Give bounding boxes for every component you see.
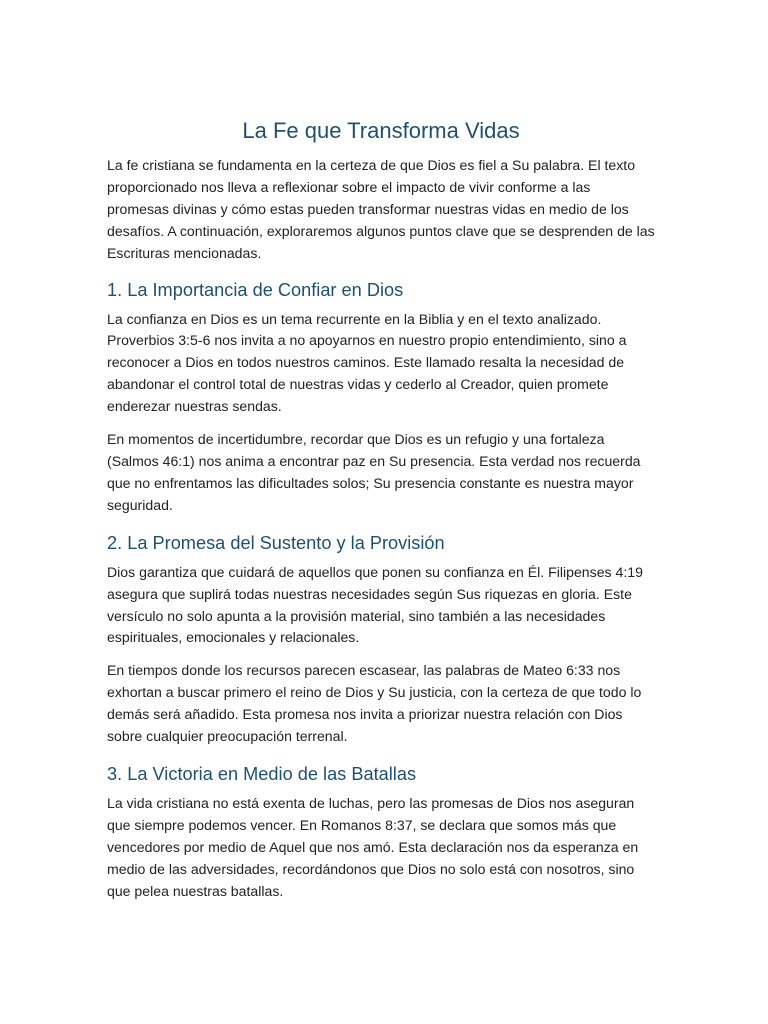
section-victoria-batallas [107, 762, 655, 903]
document-title: La Fe que Transforma Vidas [242, 118, 520, 143]
section-paragraph: La confianza en Dios es un tema recurrente en la Biblia y en el texto analizado. Proverbios 3:5-6 nos invita a no apoyarnos en nuestro propio entendimiento, sino a reconocer a Dios en todos nuestros caminos. Este llamado resalta la necesidad de abandonar el control total de nuestras vidas y cederlo al Creador, quien promete enderezar nuestras sendas. [107, 310, 627, 415]
document-page [107, 116, 655, 902]
section-heading: 3. La Victoria en Medio de las Batallas [107, 763, 417, 784]
section-sustento-provision [107, 531, 655, 748]
section-heading: 2. La Promesa del Sustento y la Provisión [107, 532, 445, 553]
section-paragraph: En tiempos donde los recursos parecen escasear, las palabras de Mateo 6:33 nos exhortan a buscar primero el reino de Dios y Su justicia, con la certeza de que todo lo demás será añadido. Esta promesa nos invita a priorizar nuestra relación con Dios sobre cualquier preocupación terrenal. [107, 662, 642, 745]
section-paragraph: Dios garantiza que cuidará de aquellos que ponen su confianza en Él. Filipenses 4:19 asegura que suplirá todas nuestras necesidades según Sus riquezas en gloria. Este versículo no solo apunta a la provisión material, sino también a las necesidades espirituales, emocionales y relacionales. [107, 563, 643, 646]
intro-paragraph: La fe cristiana se fundamenta en la certeza de que Dios es fiel a Su palabra. El texto proporcionado nos lleva a reflexionar sobre el impacto de vivir conforme a las promesas divinas y cómo estas pueden transformar nuestras vidas en medio de los desafíos. A continuación, exploraremos algunos puntos clave que se desprenden de las Escrituras mencionadas. [107, 157, 655, 261]
section-heading: 1. La Importancia de Confiar en Dios [107, 279, 404, 300]
section-paragraph: En momentos de incertidumbre, recordar que Dios es un refugio y una fortaleza (Salmos 46:1) nos anima a encontrar paz en Su presencia. Esta verdad nos recuerda que no enfrentamos las dificultades solos; Su presencia constante es nuestra mayor seguridad. [107, 431, 641, 513]
section-confiar-en-dios [107, 278, 655, 517]
section-paragraph: La vida cristiana no está exenta de luchas, pero las promesas de Dios nos aseguran que siempre podemos vencer. En Romanos 8:37, se declara que somos más que vencedores por medio de Aquel que nos amó. Esta declaración nos da esperanza en medio de las adversidades, recordándonos que Dios no solo está con nosotros, sino que pelea nuestras batallas. [107, 794, 639, 899]
